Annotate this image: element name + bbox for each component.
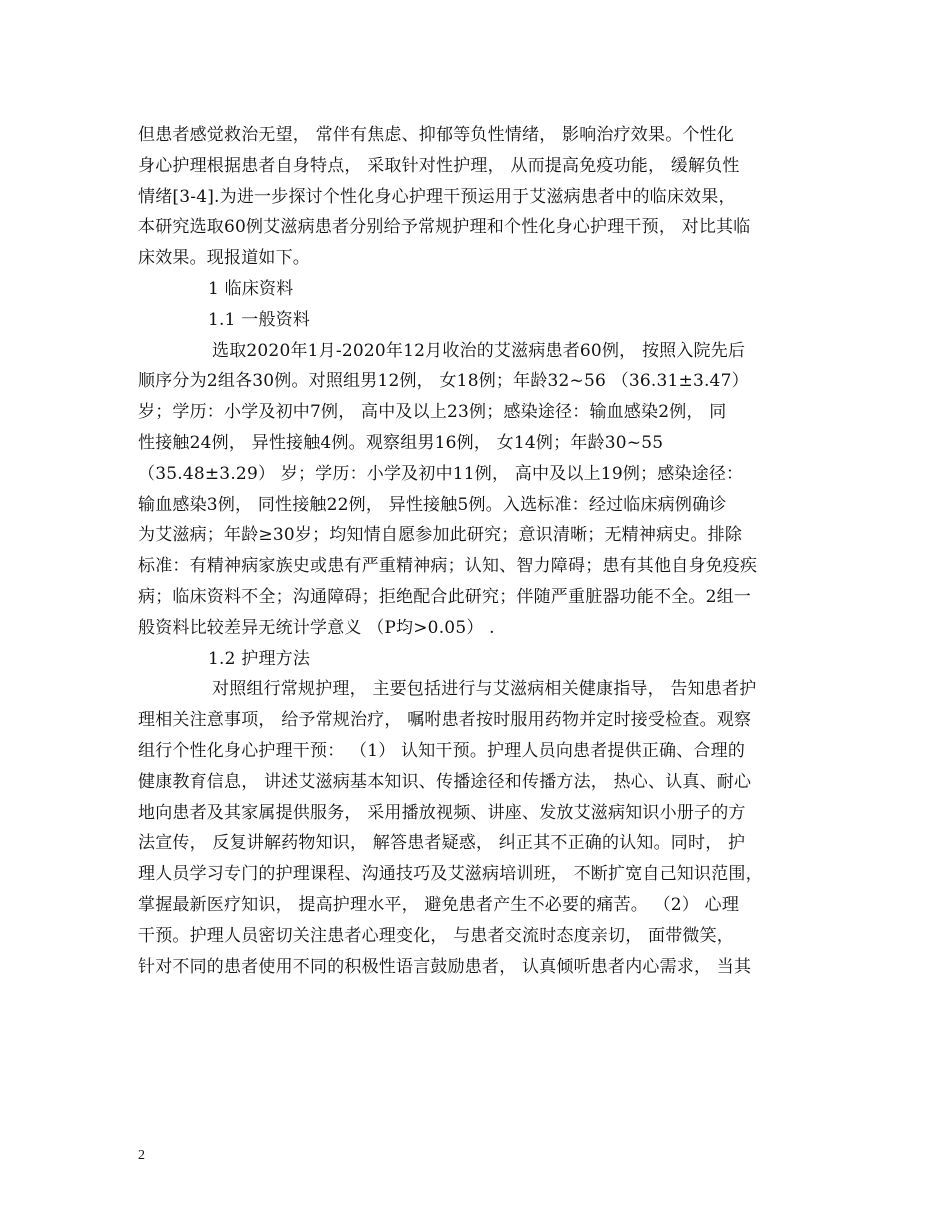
text-line: 般资料比较差异无统计学意义 （P均>0.05） . [138, 617, 495, 638]
text-line: 组行个性化身心护理干预： （1） 认知干预。护理人员向患者提供正确、合理的 [138, 740, 746, 761]
text-line: 针对不同的患者使用不同的积极性语言鼓励患者， 认真倾听患者内心需求， 当其 [138, 956, 752, 977]
text-line: 法宣传， 反复讲解药物知识， 解答患者疑惑， 纠正其不正确的认知。同时， 护 [138, 833, 746, 854]
text-line: 掌握最新医疗知识， 提高护理水平， 避免患者产生不必要的痛苦。 （2） 心理 [138, 894, 740, 915]
subsection-heading: 1.2 护理方法 [208, 648, 311, 669]
text-line: 本研究选取60例艾滋病患者分别给予常规护理和个性化身心护理干预， 对比其临 [138, 217, 751, 238]
text-line: 理相关注意事项， 给予常规治疗， 嘱咐患者按时服用药物并定时接受检查。观察 [138, 710, 752, 731]
page-number: 2 [138, 1148, 145, 1163]
text-line: 性接触24例， 异性接触4例。观察组男16例， 女14例；年龄30~55 [138, 432, 664, 453]
text-line: 对照组行常规护理， 主要包括进行与艾滋病相关健康指导， 告知患者护 [212, 679, 757, 700]
text-line: 输血感染3例， 同性接触22例， 异性接触5例。入选标准：经过临床病例确诊 [138, 494, 727, 515]
text-line: （35.48±3.29） 岁；学历：小学及初中11例， 高中及以上19例；感染途径： [138, 463, 744, 484]
text-line: 情绪[3-4].为进一步探讨个性化身心护理干预运用于艾滋病患者中的临床效果， [138, 186, 736, 207]
text-line: 地向患者及其家属提供服务， 采用播放视频、讲座、发放艾滋病知识小册子的方 [138, 802, 746, 823]
body-text [138, 120, 823, 982]
text-line: 为艾滋病；年龄≥30岁；均知情自愿参加此研究；意识清晰；无精神病史。排除 [138, 525, 743, 546]
text-line: 干预。护理人员密切关注患者心理变化， 与患者交流时态度亲切， 面带微笑， [138, 925, 735, 946]
text-line: 标准：有精神病家族史或患有严重精神病；认知、智力障碍；患有其他自身免疫疾 [138, 556, 758, 577]
section-heading: 1 临床资料 [208, 278, 294, 299]
text-line: 健康教育信息， 讲述艾滋病基本知识、传播途径和传播方法， 热心、认真、耐心 [138, 771, 752, 792]
subsection-heading: 1.1 一般资料 [208, 309, 311, 330]
text-line: 床效果。现报道如下。 [138, 248, 310, 269]
text-line: 岁；学历：小学及初中7例， 高中及以上23例；感染途径：输血感染2例， 同 [138, 402, 727, 423]
text-line: 身心护理根据患者自身特点， 采取针对性护理， 从而提高免疫功能， 缓解负性 [138, 155, 740, 176]
text-line: 顺序分为2组各30例。对照组男12例， 女18例；年龄32~56 （36.31±3.47） [138, 371, 749, 392]
text-line: 病；临床资料不全；沟通障碍；拒绝配合此研究；伴随严重脏器功能不全。2组一 [138, 586, 752, 607]
text-line: 但患者感觉救治无望， 常伴有焦虑、抑郁等负性情绪， 影响治疗效果。个性化 [138, 125, 735, 145]
text-line: 选取2020年1月-2020年12月收治的艾滋病患者60例， 按照入院先后 [212, 340, 746, 361]
text-line: 理人员学习专门的护理课程、沟通技巧及艾滋病培训班， 不断扩宽自己知识范围， [138, 864, 763, 885]
